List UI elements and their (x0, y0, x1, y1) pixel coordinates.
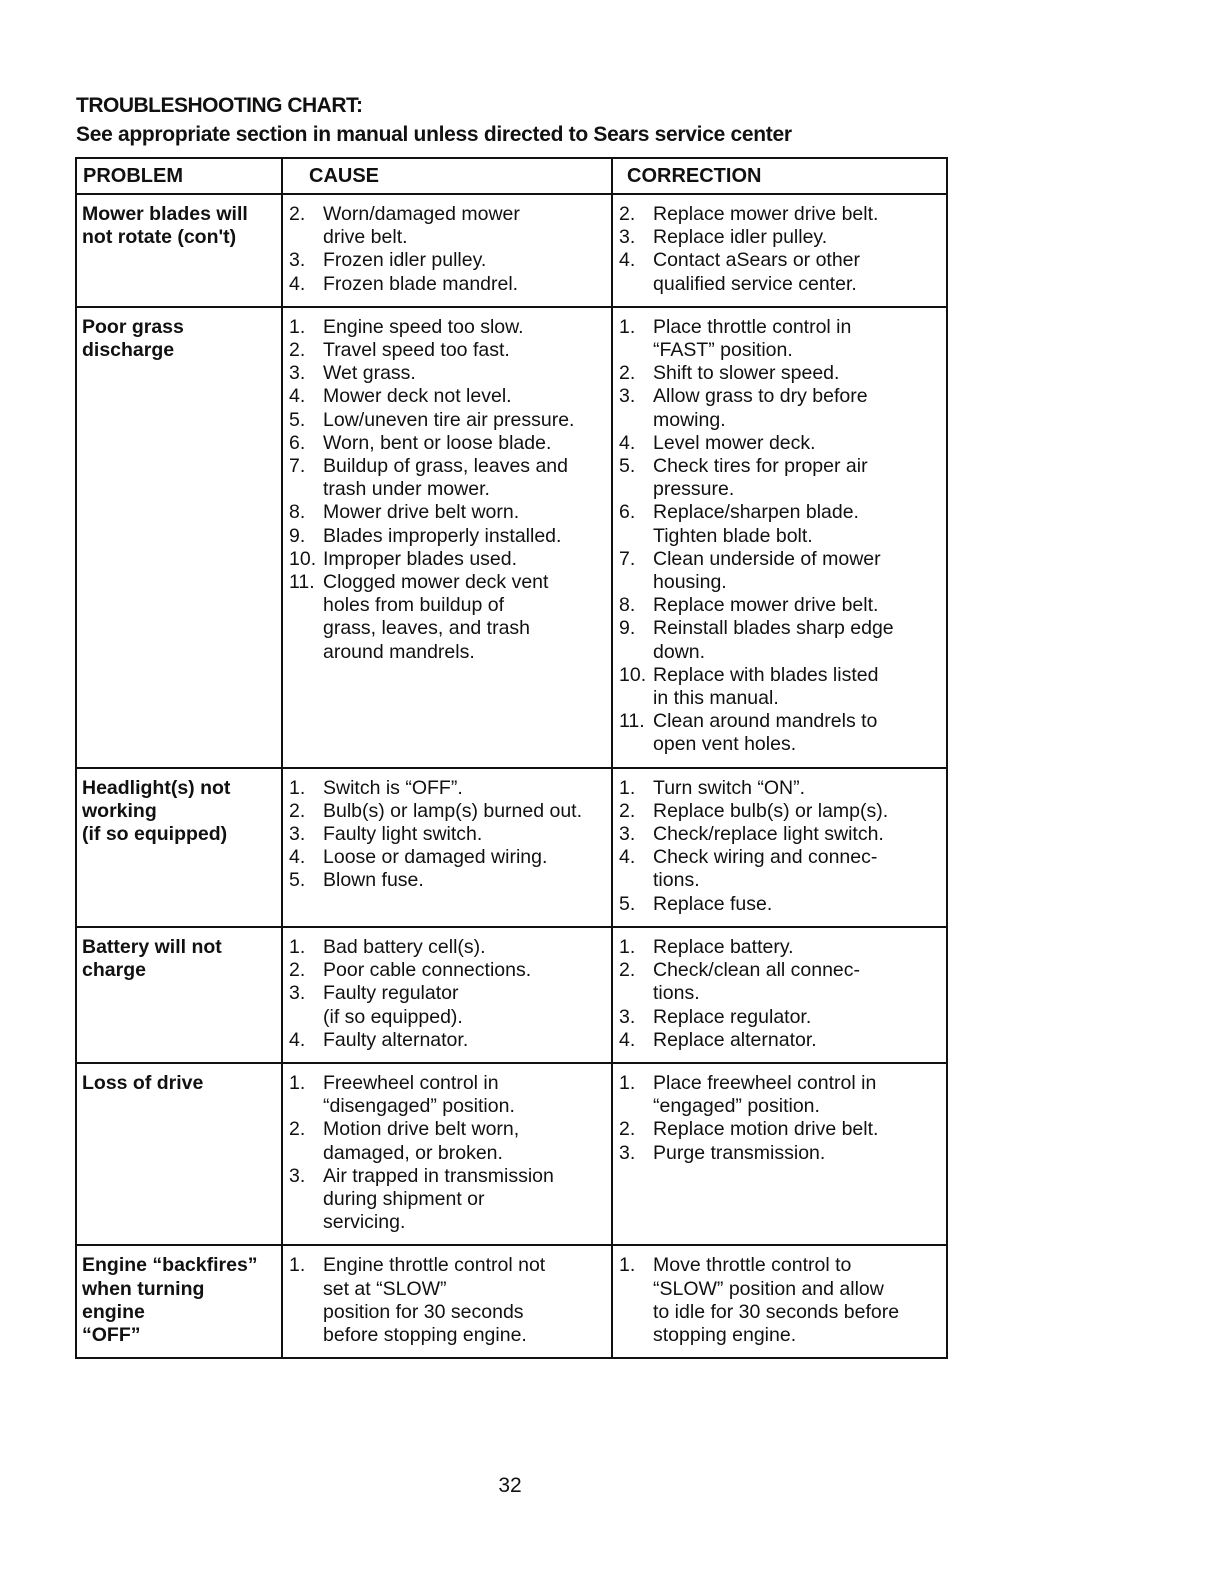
cause-item-number: 1. (289, 1254, 306, 1277)
correction-item (619, 1006, 940, 1029)
correction-item-text: Place throttle control in “FAST” position. (653, 315, 852, 362)
cause-item-text: Freewheel control in “disengaged” position. (323, 1071, 515, 1118)
problem-text: Loss of drive (82, 1071, 204, 1094)
correction-item (619, 800, 940, 823)
cause-item-text: Loose or damaged wiring. (323, 846, 548, 869)
correction-item-text: Contact aSears or other qualified service center. (653, 249, 861, 295)
cause-item (289, 1029, 605, 1052)
correction-list (619, 936, 940, 1052)
correction-item-number: 4. (619, 1028, 636, 1051)
correction-list (619, 777, 940, 916)
correction-item (619, 432, 940, 455)
chart-subtitle: See appropriate section in manual unless directed to Sears service center (76, 123, 792, 146)
cause-item (289, 501, 605, 524)
correction-item-number: 1. (619, 776, 636, 799)
cause-item-number: 2. (289, 959, 306, 982)
correction-item (619, 203, 940, 226)
correction-item-number: 6. (619, 501, 636, 524)
correction-item (619, 846, 940, 892)
cause-item-text: Clogged mower deck vent holes from buildup of grass, leaves, and trash around mandrels. (323, 571, 549, 663)
cause-item-number: 8. (289, 501, 306, 524)
correction-list (619, 1254, 940, 1347)
page-number: 32 (498, 1474, 522, 1497)
correction-item-text: Clean underside of mower housing. (653, 547, 881, 594)
correction-item-number: 2. (619, 1118, 636, 1141)
cause-item-number: 4. (289, 1028, 306, 1051)
cause-item (289, 525, 605, 548)
correction-item-number: 9. (619, 617, 636, 640)
cause-item-text: Improper blades used. (323, 547, 518, 570)
correction-item-number: 4. (619, 431, 636, 454)
cause-item (289, 846, 605, 869)
correction-item (619, 1142, 940, 1165)
correction-item-number: 1. (619, 935, 636, 958)
cause-item-number: 9. (289, 524, 306, 547)
correction-list (619, 203, 940, 296)
correction-cell (612, 927, 947, 1063)
cause-item (289, 455, 605, 501)
correction-item-number: 2. (619, 203, 636, 225)
correction-item-text: Check wiring and connec- tions. (653, 846, 878, 892)
cause-list (289, 203, 605, 296)
cause-item (289, 823, 605, 846)
correction-cell (612, 194, 947, 307)
cause-item (289, 203, 605, 249)
correction-item-text: Move throttle control to “SLOW” position and allow to idle for 30 seconds before stopping engine. (653, 1254, 900, 1346)
cause-item-text: Wet grass. (323, 362, 416, 385)
problem-cell (76, 307, 282, 768)
correction-item (619, 893, 940, 916)
correction-item (619, 362, 940, 385)
cause-list (289, 777, 605, 893)
cause-item-number: 3. (289, 823, 306, 846)
cause-item-text: Low/uneven tire air pressure. (323, 408, 575, 431)
correction-item-text: Replace idler pulley. (653, 226, 828, 249)
cause-item (289, 362, 605, 385)
cause-item-text: Poor cable connections. (323, 959, 532, 982)
column-header-cause: CAUSE (282, 158, 612, 194)
problem-cell (76, 768, 282, 927)
correction-item (619, 1029, 940, 1052)
correction-item (619, 501, 940, 547)
correction-item (619, 1118, 940, 1141)
cause-item-text: Travel speed too fast. (323, 339, 510, 362)
cause-cell (282, 1245, 612, 1358)
cause-item (289, 316, 605, 339)
cause-item (289, 936, 605, 959)
problem-text: Battery will not charge (82, 935, 222, 982)
problem-text: Headlight(s) not working (if so equipped) (82, 776, 231, 846)
correction-item-number: 11. (619, 710, 645, 733)
correction-item-text: Turn switch “ON”. (653, 776, 806, 799)
correction-item-number: 4. (619, 846, 636, 869)
cause-item (289, 869, 605, 892)
cause-cell (282, 768, 612, 927)
cause-item-number: 1. (289, 315, 306, 338)
correction-item-text: Reinstall blades sharp edge down. (653, 617, 894, 663)
cause-list (289, 316, 605, 664)
correction-item (619, 385, 940, 431)
table-row (76, 194, 947, 307)
cause-list (289, 1072, 605, 1234)
correction-item-text: Purge transmission. (653, 1141, 826, 1164)
correction-item (619, 594, 940, 617)
correction-cell (612, 768, 947, 927)
problem-text: Poor grass discharge (82, 315, 184, 362)
correction-item-text: Place freewheel control in “engaged” position. (653, 1071, 877, 1118)
cause-item-number: 5. (289, 869, 306, 892)
cause-item-number: 4. (289, 846, 306, 869)
cause-item-text: Blades improperly installed. (323, 524, 562, 547)
cause-item-number: 4. (289, 272, 306, 295)
correction-item-number: 2. (619, 959, 636, 982)
correction-cell (612, 307, 947, 768)
correction-list (619, 316, 940, 757)
correction-item-number: 3. (619, 226, 636, 249)
cause-item (289, 982, 605, 1028)
cause-item-text: Engine throttle control not set at “SLOW” position for 30 seconds before stopping engine. (323, 1254, 546, 1346)
cause-list (289, 1254, 605, 1347)
problem-cell (76, 1245, 282, 1358)
cause-item (289, 777, 605, 800)
correction-item-number: 3. (619, 823, 636, 846)
correction-item-number: 1. (619, 1071, 636, 1094)
correction-item-text: Check/clean all connec- tions. (653, 959, 861, 1005)
correction-item-text: Replace mower drive belt. (653, 203, 879, 225)
correction-item-text: Replace/sharpen blade. Tighten blade bolt. (653, 501, 859, 547)
correction-item-text: Shift to slower speed. (653, 362, 840, 385)
correction-item (619, 1254, 940, 1347)
cause-item (289, 1165, 605, 1235)
correction-item-text: Replace bulb(s) or lamp(s). (653, 799, 889, 822)
correction-item-text: Replace mower drive belt. (653, 594, 879, 617)
cause-item-text: Mower drive belt worn. (323, 501, 520, 524)
cause-item-number: 2. (289, 203, 306, 225)
cause-item-number: 2. (289, 339, 306, 362)
cause-list (289, 936, 605, 1052)
table-body (76, 194, 947, 1358)
cause-item-text: Faulty regulator (if so equipped). (323, 982, 463, 1028)
correction-item-number: 7. (619, 547, 636, 570)
cause-item-text: Mower deck not level. (323, 385, 512, 408)
cause-item-text: Engine speed too slow. (323, 315, 524, 338)
cause-item-number: 3. (289, 362, 306, 385)
cause-item-number: 2. (289, 1118, 306, 1141)
cause-item (289, 571, 605, 664)
cause-item-text: Blown fuse. (323, 869, 424, 892)
cause-item-number: 5. (289, 408, 306, 431)
correction-item-number: 5. (619, 892, 636, 915)
cause-item (289, 249, 605, 272)
troubleshooting-table (75, 157, 948, 1359)
correction-item (619, 959, 940, 1005)
cause-item-text: Bad battery cell(s). (323, 935, 486, 958)
correction-item-number: 1. (619, 1254, 636, 1277)
correction-item-text: Replace with blades listed in this manual. (653, 663, 879, 710)
correction-item-text: Replace alternator. (653, 1028, 817, 1051)
correction-item (619, 936, 940, 959)
cause-item-number: 1. (289, 1071, 306, 1094)
cause-item-number: 3. (289, 982, 306, 1005)
table-header-row (76, 158, 947, 194)
correction-item-text: Clean around mandrels to open vent holes. (653, 710, 878, 756)
correction-item-number: 1. (619, 315, 636, 338)
correction-item (619, 249, 940, 295)
cause-item (289, 1072, 605, 1118)
correction-item (619, 710, 940, 756)
cause-item (289, 1254, 605, 1347)
correction-item (619, 617, 940, 663)
table-row (76, 768, 947, 927)
cause-item-number: 3. (289, 249, 306, 272)
correction-item (619, 664, 940, 710)
correction-item-text: Replace fuse. (653, 892, 773, 915)
correction-item-number: 3. (619, 1005, 636, 1028)
problem-text: Engine “backfires” when turning engine “OFF” (82, 1254, 258, 1346)
correction-item-number: 3. (619, 1141, 636, 1164)
column-header-problem: PROBLEM (76, 158, 282, 194)
cause-item-number: 1. (289, 935, 306, 958)
problem-text: Mower blades will not rotate (con't) (82, 203, 248, 249)
correction-cell (612, 1063, 947, 1245)
correction-item-number: 10. (619, 663, 647, 686)
correction-item-text: Level mower deck. (653, 431, 816, 454)
correction-item-number: 2. (619, 362, 636, 385)
chart-title: TROUBLESHOOTING CHART: (76, 94, 363, 117)
correction-item (619, 823, 940, 846)
correction-item-number: 2. (619, 799, 636, 822)
cause-cell (282, 1063, 612, 1245)
correction-item-number: 5. (619, 455, 636, 478)
cause-item-number: 11. (289, 571, 315, 594)
correction-list (619, 1072, 940, 1165)
cause-item (289, 409, 605, 432)
correction-item-number: 4. (619, 249, 636, 272)
correction-item (619, 548, 940, 594)
cause-cell (282, 194, 612, 307)
cause-item (289, 548, 605, 571)
cause-item (289, 339, 605, 362)
cause-item-text: Buildup of grass, leaves and trash under mower. (323, 455, 568, 501)
cause-item-number: 6. (289, 431, 306, 454)
correction-item (619, 226, 940, 249)
cause-item-text: Switch is “OFF”. (323, 776, 463, 799)
correction-item-text: Check/replace light switch. (653, 823, 884, 846)
correction-item-text: Check tires for proper air pressure. (653, 455, 868, 501)
problem-cell (76, 927, 282, 1063)
cause-item-number: 7. (289, 455, 306, 478)
correction-item-text: Replace battery. (653, 935, 794, 958)
correction-item (619, 455, 940, 501)
correction-item-number: 3. (619, 385, 636, 408)
cause-item-number: 4. (289, 385, 306, 408)
correction-cell (612, 1245, 947, 1358)
cause-item-text: Faulty light switch. (323, 823, 483, 846)
table-row (76, 927, 947, 1063)
cause-item-number: 1. (289, 776, 306, 799)
cause-item-text: Frozen blade mandrel. (323, 272, 519, 295)
problem-cell (76, 194, 282, 307)
cause-item-text: Faulty alternator. (323, 1028, 469, 1051)
cause-cell (282, 307, 612, 768)
correction-item-number: 8. (619, 594, 636, 617)
column-header-correction: CORRECTION (612, 158, 947, 194)
cause-item (289, 273, 605, 296)
cause-item (289, 432, 605, 455)
cause-cell (282, 927, 612, 1063)
cause-item-text: Bulb(s) or lamp(s) burned out. (323, 799, 583, 822)
correction-item-text: Replace motion drive belt. (653, 1118, 879, 1141)
correction-item (619, 1072, 940, 1118)
table-row (76, 307, 947, 768)
cause-item (289, 385, 605, 408)
cause-item-text: Motion drive belt worn, damaged, or broken. (323, 1118, 520, 1164)
cause-item (289, 1118, 605, 1164)
cause-item-text: Air trapped in transmission during shipment or servicing. (323, 1164, 554, 1234)
table-row (76, 1245, 947, 1358)
correction-item-text: Allow grass to dry before mowing. (653, 385, 868, 431)
correction-item (619, 777, 940, 800)
cause-item-text: Frozen idler pulley. (323, 249, 487, 272)
cause-item-number: 2. (289, 799, 306, 822)
cause-item-number: 10. (289, 547, 317, 570)
cause-item (289, 800, 605, 823)
cause-item-text: Worn, bent or loose blade. (323, 431, 552, 454)
table-row (76, 1063, 947, 1245)
correction-item (619, 316, 940, 362)
correction-item-text: Replace regulator. (653, 1005, 812, 1028)
cause-item-number: 3. (289, 1164, 306, 1187)
cause-item (289, 959, 605, 982)
problem-cell (76, 1063, 282, 1245)
cause-item-text: Worn/damaged mower drive belt. (323, 203, 520, 249)
